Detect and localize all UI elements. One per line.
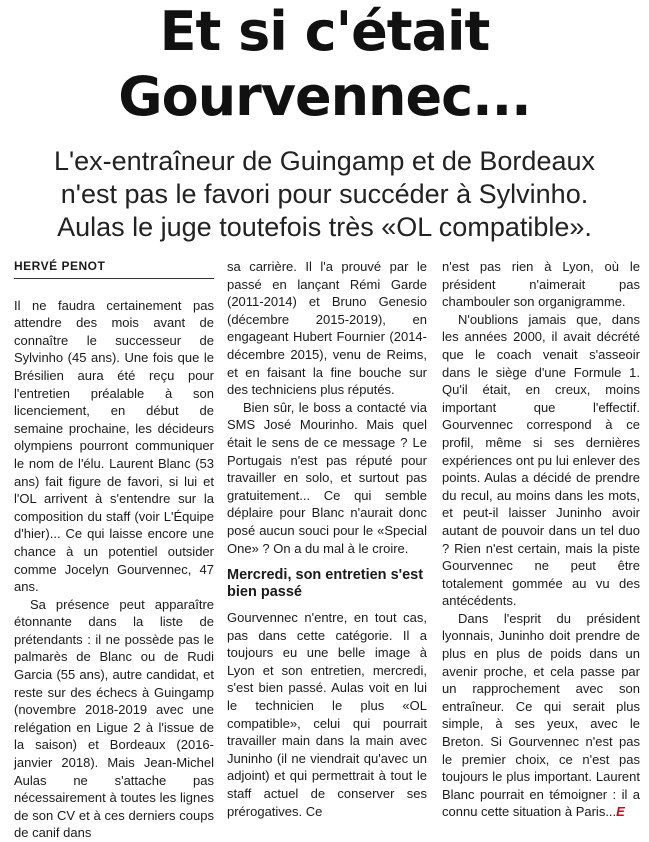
column-1 (14, 258, 214, 842)
paragraph-text: Dans l'esprit du président lyonnais, Juninho doit prendre de plus en plus de poids dans un avenir proche, et cela passe par un rapprochement avec son entraîneur. Ce qui serait plus simple, à ses yeux, avec le Breton. Si Gourvennec n'est pas le premier choix, ce n'est pas toujours le plus important. Laurent Blanc pourrait en témoigner : il a connu cette situation à Paris... (442, 610, 640, 820)
subhead-line-3: Aulas le juge toutefois très «OL compatible». (57, 212, 592, 242)
byline: HERVÉ PENOT (14, 258, 214, 279)
subhead-line-1: L'ex-entraîneur de Guingamp et de Bordeaux (53, 146, 595, 176)
lequipe-end-mark-icon: E (616, 804, 625, 820)
headline-line-1: Et si c'était (159, 0, 490, 63)
intertitle: Mercredi, son entretien s'est bien passé (227, 567, 424, 601)
headline-line-2: Gourvennec... (118, 65, 531, 128)
paragraph: Bien sûr, le boss a contacté via SMS José Mourinho. Mais quel était le sens de ce message ? Le Portugais n'est pas réputé pour travailler en solo, et surtout pas gratuitement... Ce qui semble déplaire pour Blanc n'aurait donc posé aucun souci pour le «Special One» ? On a du mal à le croire. (227, 399, 427, 556)
paragraph (442, 610, 640, 821)
subhead (0, 145, 649, 244)
paragraph: N'oublions jamais que, dans les années 2000, il avait décrété que le coach venait s'asseoir dans le siège d'une Formule 1. Qu'il était, en creux, moins important que l'effectif. Gourvennec correspond à ce profil, même si ses dernières expériences ont pu lui enlever des points. Aulas a décidé de prendre du recul, au moins dans les mots, et peut-il laisser Juninho avoir autant de pouvoir dans un tel duo ? Rien n'est certain, mais la piste Gourvennec ne peut être totalement gommée au vu des antécédents. (442, 311, 640, 609)
column-2 (227, 258, 427, 820)
column-3 (442, 258, 640, 821)
paragraph: sa carrière. Il l'a prouvé par le passé en lançant Rémi Garde (2011-2014) et Bruno Genesio (décembre 2015-2019), en engageant Hubert Fournier (2014-décembre 2015), venu de Reims, et en faisant la fine bouche sur des techniciens plus réputés. (227, 259, 427, 398)
paragraph: Sa présence peut apparaître étonnante dans la liste de prétendants : il ne possède pas le palmarès de Blanc ou de Rudi Garcia (55 ans), autre candidat, et reste sur des échecs à Guingamp (novembre 2018-2019 avec une relégation en Ligue 2 à l'issue de la saison) et Bordeaux (2016-janvier 2018). Mais Jean-Michel Aulas ne s'attache pas nécessairement à toutes les lignes de son CV et à ces derniers coups de canif dans (14, 596, 214, 841)
paragraph: Il ne faudra certainement pas attendre des mois avant de connaître le successeur de Sylvinho (45 ans). Une fois que le Brésilien aura été reçu pour l'entretien préalable à son licenciement, en début de semaine prochaine, les décideurs olympiens pourront communiquer le nom de l'élu. Laurent Blanc (53 ans) fait figure de favori, si lui et l'OL arrivent à s'entendre sur la composition du staff (voir L'Équipe d'hier)... Ce qui laisse encore une chance à un potentiel outsider comme Jocelyn Gourvennec, 47 ans. (14, 297, 214, 595)
subhead-line-2: n'est pas le favori pour succéder à Sylvinho. (60, 179, 589, 209)
paragraph: n'est pas rien à Lyon, où le président n'aimerait pas chambouler son organigramme. (442, 259, 640, 310)
paragraph: Gourvennec n'entre, en tout cas, pas dans cette catégorie. Il a toujours eu une belle image à Lyon et son entretien, mercredi, s'est bien passé. Aulas voit en lui le technicien le plus «OL compatible», celui qui pourrait travailler main dans la main avec Juninho (il ne viendrait qu'avec un adjoint) et qui permettrait à tout le staff actuel de conserver ses prérogatives. Ce (227, 610, 427, 819)
